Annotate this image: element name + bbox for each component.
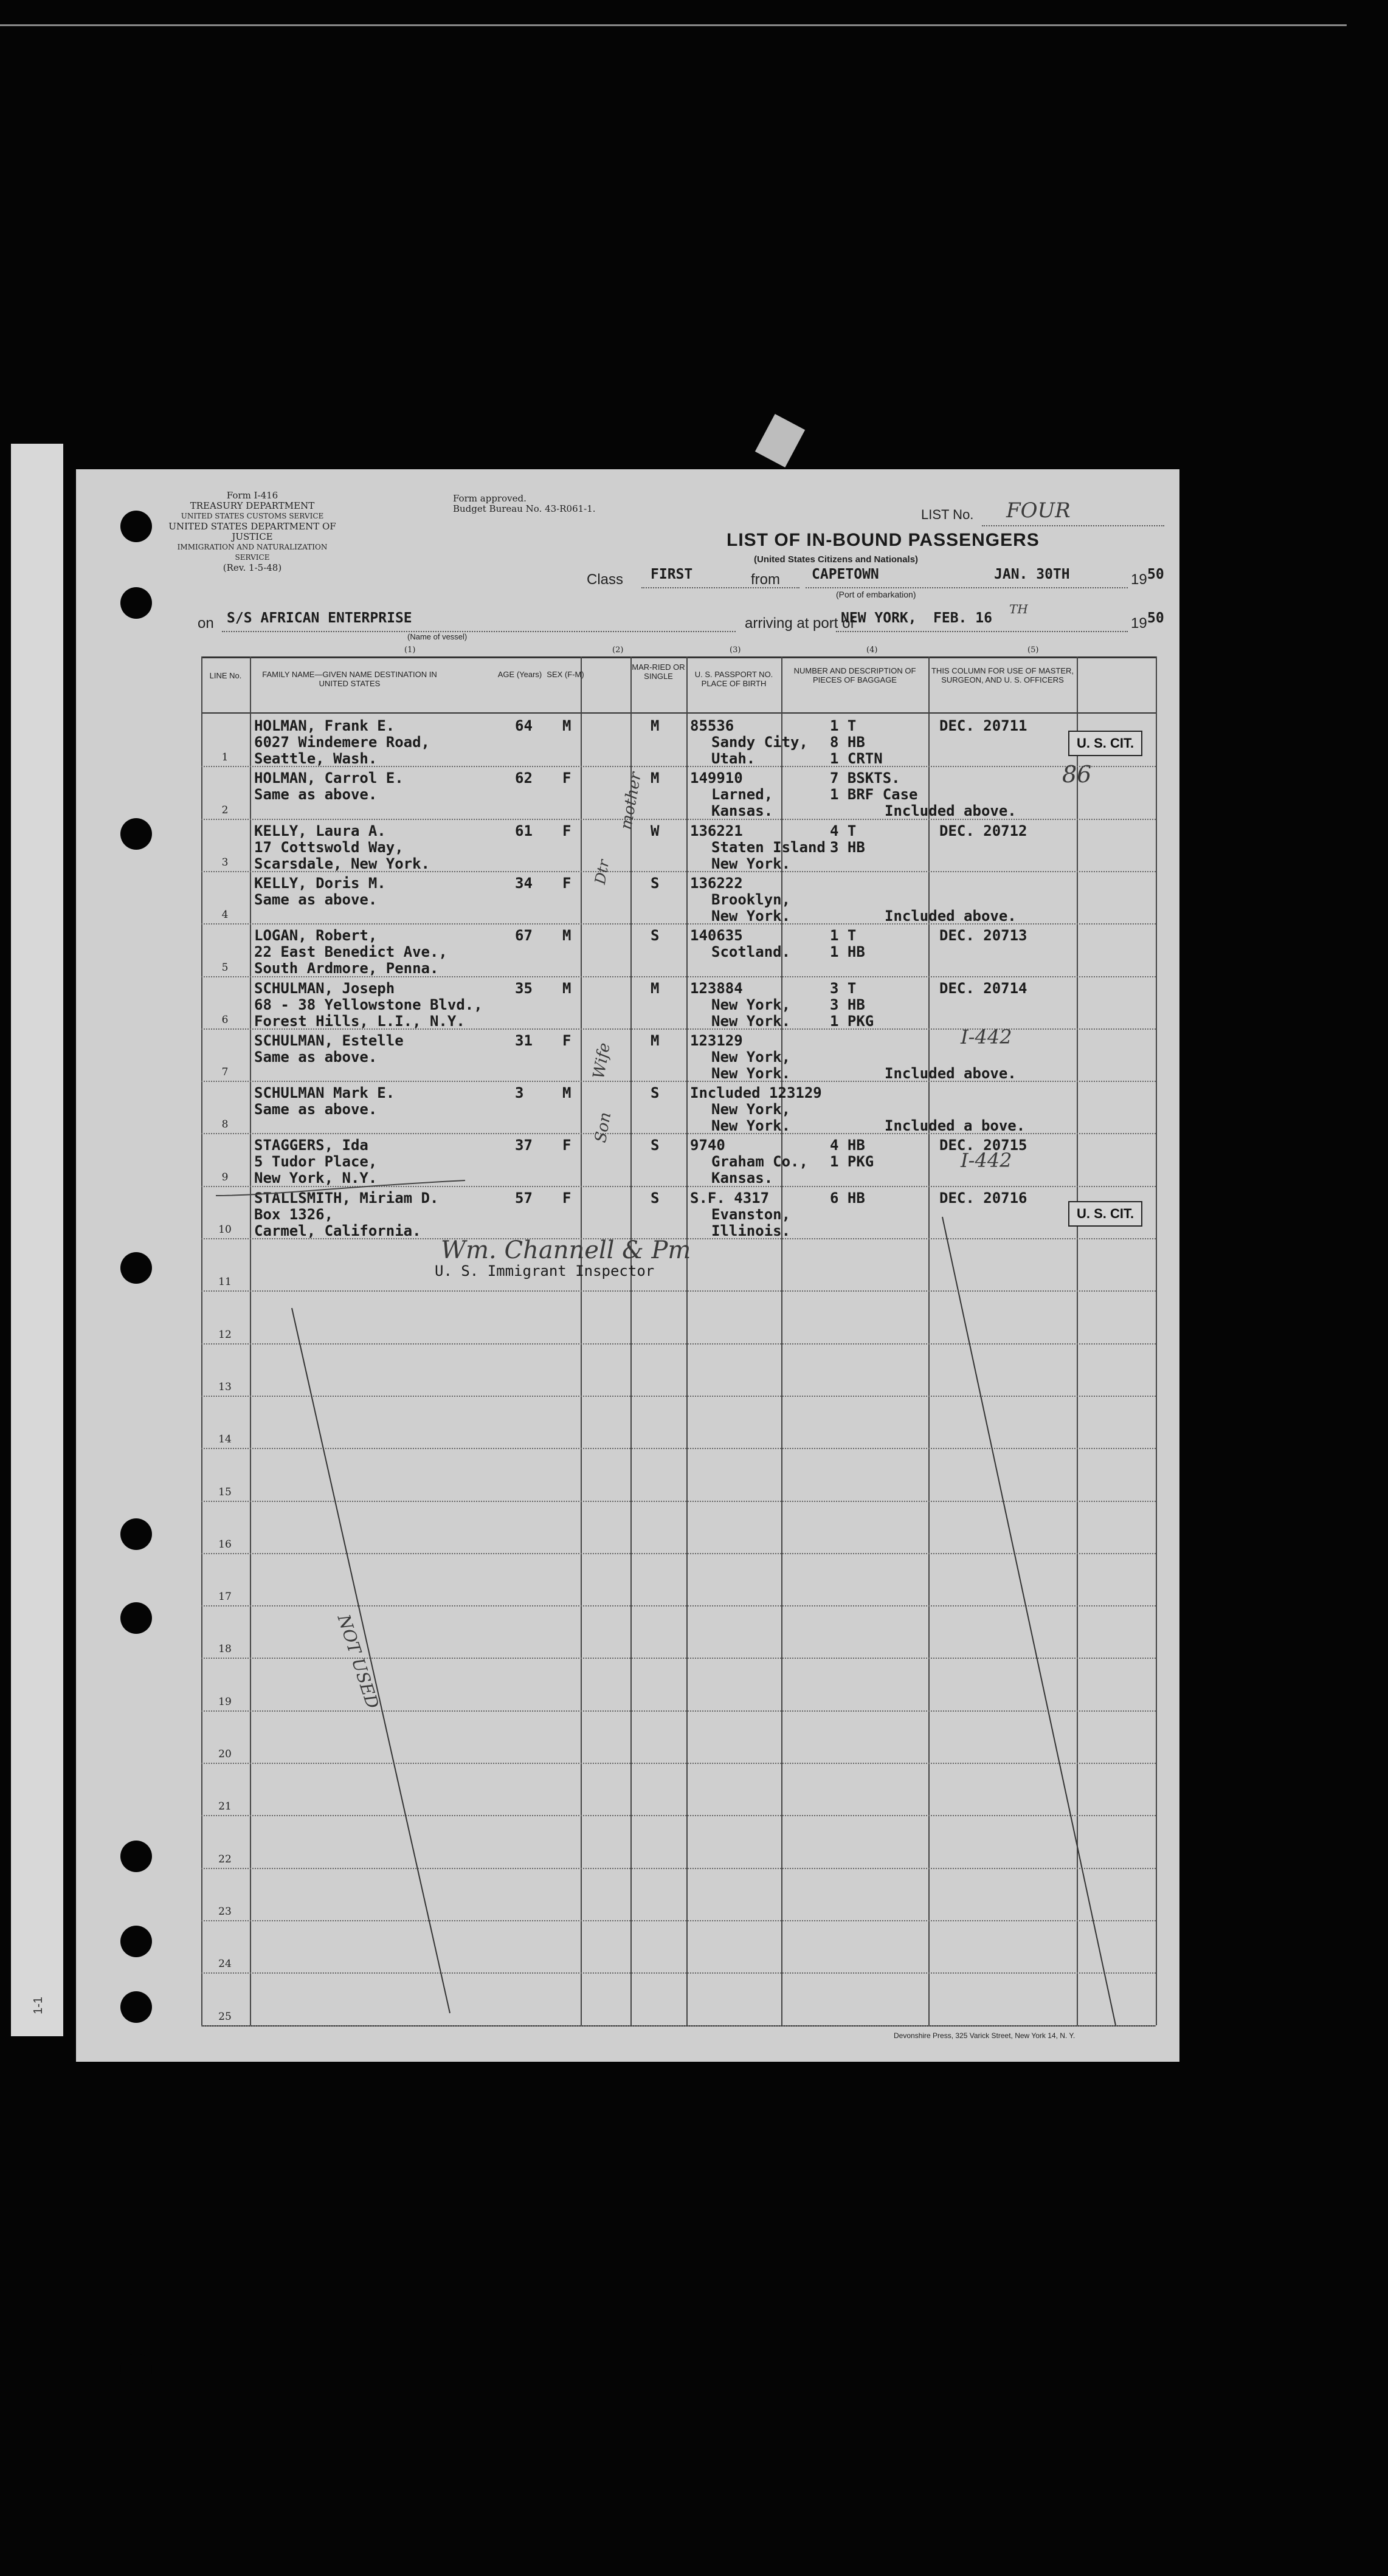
officer-note: Included above. bbox=[885, 802, 1017, 820]
officer-note: DEC. 20715 bbox=[939, 1137, 1027, 1154]
birthplace-line: Staten Island bbox=[711, 838, 826, 856]
col-number: (2) bbox=[612, 646, 624, 655]
tick-mark bbox=[216, 1180, 465, 1196]
baggage-line: 1 BRF Case bbox=[830, 786, 918, 804]
list-no-value: FOUR bbox=[1006, 498, 1071, 523]
officer-note: Included a bove. bbox=[885, 1117, 1026, 1135]
inspector-signature: Wm. Channell & Pm bbox=[441, 1236, 691, 1264]
baggage-line: 1 PKG bbox=[830, 1153, 874, 1171]
birthplace-line: New York. bbox=[711, 907, 791, 925]
birthplace-line: Sandy City, bbox=[711, 734, 808, 751]
birthplace-line: Illinois. bbox=[711, 1222, 791, 1239]
vessel-label: (Name of vessel) bbox=[407, 632, 468, 641]
marital-status: W bbox=[651, 822, 660, 839]
officer-note: DEC. 20712 bbox=[939, 822, 1027, 839]
age-value: 62 bbox=[515, 770, 533, 787]
handwritten-i442: I-442 bbox=[961, 1025, 1012, 1049]
destination-line: Box 1326, bbox=[254, 1205, 334, 1223]
line-number: 14 bbox=[218, 1433, 232, 1446]
age-value: 31 bbox=[515, 1031, 533, 1049]
marital-status: S bbox=[651, 874, 660, 892]
form-title: LIST OF IN-BOUND PASSENGERS bbox=[727, 530, 1040, 550]
birthplace-line: Kansas. bbox=[711, 802, 773, 820]
birthplace-line: New York, bbox=[711, 1101, 791, 1118]
on-label: on bbox=[198, 615, 214, 632]
strike-lines bbox=[76, 469, 1179, 2062]
destination-line: Same as above. bbox=[254, 890, 378, 908]
handwritten-86: 86 bbox=[1062, 761, 1092, 788]
port-embark-label: (Port of embarkation) bbox=[836, 590, 916, 599]
age-value: 61 bbox=[515, 822, 533, 839]
sex-value: M bbox=[562, 927, 571, 945]
vessel-name: S/S AFRICAN ENTERPRISE bbox=[227, 610, 412, 626]
age-value: 35 bbox=[515, 979, 533, 997]
passport-number: 149910 bbox=[690, 770, 743, 787]
destination-line: 5 Tudor Place, bbox=[254, 1153, 378, 1171]
punch-hole bbox=[120, 2354, 152, 2385]
birthplace-line: New York, bbox=[711, 1048, 791, 1066]
handwritten-relation: Wife bbox=[590, 1041, 614, 1081]
baggage-line: 4 HB bbox=[830, 1137, 865, 1154]
baggage-line: 4 T bbox=[830, 822, 857, 839]
baggage-line: 1 T bbox=[830, 717, 857, 734]
us-citizen-stamp: U. S. CIT. bbox=[1068, 731, 1142, 756]
col-header-baggage: NUMBER AND DESCRIPTION OF PIECES OF BAGGAGE bbox=[793, 666, 916, 684]
col-header-officers: THIS COLUMN FOR USE OF MASTER, SURGEON, AND U. S. OFFICERS bbox=[931, 666, 1074, 684]
line-number: 19 bbox=[218, 1695, 232, 1708]
sex-value: F bbox=[562, 1189, 571, 1207]
sex-value: M bbox=[562, 979, 571, 997]
budget-bureau: Budget Bureau No. 43-R061-1. bbox=[453, 503, 596, 514]
passport-number: S.F. 4317 bbox=[690, 1189, 770, 1207]
embark-date: JAN. 30TH bbox=[994, 567, 1070, 582]
sex-value: M bbox=[562, 717, 571, 734]
col-number: (1) bbox=[404, 646, 416, 655]
baggage-line: 1 PKG bbox=[830, 1012, 874, 1030]
destination-line: Carmel, California. bbox=[254, 1222, 421, 1239]
birthplace-line: Brooklyn, bbox=[711, 890, 791, 908]
passenger-name: HOLMAN, Carrol E. bbox=[254, 770, 404, 787]
destination-line: Same as above. bbox=[254, 786, 378, 804]
line-number: 2 bbox=[221, 804, 229, 816]
col-header-sex: SEX (F-M) bbox=[547, 670, 584, 679]
arrival-port: NEW YORK, bbox=[841, 610, 917, 626]
marital-status: S bbox=[651, 1137, 660, 1154]
passenger-name: STALLSMITH, Miriam D. bbox=[254, 1189, 439, 1207]
birthplace-line: Evanston, bbox=[711, 1205, 791, 1223]
birthplace-line: New York, bbox=[711, 996, 791, 1013]
marital-status: S bbox=[651, 1189, 660, 1207]
passport-number: 136222 bbox=[690, 874, 743, 892]
baggage-line: 3 HB bbox=[830, 996, 865, 1013]
baggage-line: 1 HB bbox=[830, 943, 865, 961]
baggage-line: 1 T bbox=[830, 927, 857, 945]
destination-line: 22 East Benedict Ave., bbox=[254, 943, 447, 961]
printer-footer: Devonshire Press, 325 Varick Street, New York 14, N. Y. bbox=[894, 2031, 1076, 2040]
line-number: 7 bbox=[221, 1066, 229, 1079]
sex-value: F bbox=[562, 822, 571, 839]
line-number: 18 bbox=[218, 1643, 232, 1656]
passenger-name: LOGAN, Robert, bbox=[254, 927, 378, 945]
officer-note: DEC. 20713 bbox=[939, 927, 1027, 945]
col-number: (3) bbox=[730, 646, 741, 655]
line-number: 1 bbox=[221, 751, 229, 764]
line-number: 8 bbox=[221, 1118, 229, 1131]
passenger-name: KELLY, Doris M. bbox=[254, 874, 386, 892]
customs-service: UNITED STATES CUSTOMS SERVICE bbox=[181, 512, 324, 520]
baggage-line: 3 HB bbox=[830, 838, 865, 856]
age-value: 64 bbox=[515, 717, 533, 734]
destination-line: Seattle, Wash. bbox=[254, 750, 378, 767]
line-number: 6 bbox=[221, 1013, 229, 1026]
from-label: from bbox=[751, 571, 780, 588]
passenger-name: SCHULMAN, Estelle bbox=[254, 1031, 404, 1049]
paper-tab bbox=[755, 414, 805, 467]
line-number: 24 bbox=[218, 1958, 232, 1971]
marital-status: M bbox=[651, 770, 660, 787]
birthplace-line: New York. bbox=[711, 1064, 791, 1082]
line-number: 16 bbox=[218, 1538, 232, 1551]
sex-value: F bbox=[562, 1137, 571, 1154]
baggage-line: 3 T bbox=[830, 979, 857, 997]
ins-service: IMMIGRATION AND NATURALIZATION SERVICE bbox=[177, 543, 328, 562]
marital-status: S bbox=[651, 927, 660, 945]
passport-number: 123884 bbox=[690, 979, 743, 997]
birthplace-line: Utah. bbox=[711, 750, 756, 767]
not-used-note: NOT USED bbox=[333, 1612, 383, 1712]
col-header-name: FAMILY NAME—GIVEN NAME DESTINATION IN UNITED STATES bbox=[262, 670, 437, 688]
arrival-year: 50 bbox=[1147, 610, 1164, 626]
class-label: Class bbox=[587, 571, 624, 588]
destination-line: Same as above. bbox=[254, 1048, 378, 1066]
birthplace-line: Larned, bbox=[711, 786, 773, 804]
passport-number: 136221 bbox=[690, 822, 743, 839]
line-number: 5 bbox=[221, 961, 229, 974]
col-header-age: AGE (Years) bbox=[497, 670, 542, 679]
col-header-line-no: LINE No. bbox=[209, 671, 242, 680]
destination-line: New York, N.Y. bbox=[254, 1169, 378, 1187]
age-value: 3 bbox=[515, 1084, 524, 1102]
us-citizen-stamp: U. S. CIT. bbox=[1068, 1201, 1142, 1227]
passenger-manifest-page bbox=[76, 469, 1179, 2062]
form-revision: (Rev. 1-5-48) bbox=[223, 562, 282, 573]
marital-status: S bbox=[651, 1084, 660, 1102]
strip-label: 1-1 bbox=[32, 1997, 45, 2014]
birthplace-line: Kansas. bbox=[711, 1169, 773, 1187]
officer-note: DEC. 20716 bbox=[939, 1189, 1027, 1207]
passenger-name: KELLY, Laura A. bbox=[254, 822, 386, 839]
col-header-passport: U. S. PASSPORT NO. PLACE OF BIRTH bbox=[694, 670, 773, 688]
line-number: 10 bbox=[218, 1224, 232, 1236]
line-number: 17 bbox=[218, 1591, 232, 1603]
destination-line: Scarsdale, New York. bbox=[254, 855, 430, 872]
col-number: (4) bbox=[866, 646, 878, 655]
age-value: 34 bbox=[515, 874, 533, 892]
line-number: 22 bbox=[218, 1853, 232, 1865]
not-used-strike-right bbox=[942, 1217, 1116, 2025]
passport-number: Included 123129 bbox=[690, 1084, 822, 1102]
not-used-strike-left bbox=[292, 1308, 450, 2013]
sex-value: F bbox=[562, 770, 571, 787]
arrival-date: FEB. 16 bbox=[933, 610, 992, 626]
arrival-date-sup: TH bbox=[1009, 602, 1028, 616]
year-prefix: 19 bbox=[1131, 571, 1147, 588]
officer-note: DEC. 20711 bbox=[939, 717, 1027, 734]
line-number: 4 bbox=[221, 909, 229, 921]
line-number: 9 bbox=[221, 1171, 229, 1183]
destination-line: Forest Hills, L.I., N.Y. bbox=[254, 1012, 465, 1030]
passport-number: 140635 bbox=[690, 927, 743, 945]
birthplace-line: New York. bbox=[711, 855, 791, 872]
birthplace-line: New York. bbox=[711, 1012, 791, 1030]
sex-value: F bbox=[562, 1031, 571, 1049]
age-value: 57 bbox=[515, 1189, 533, 1207]
treasury-dept: TREASURY DEPARTMENT bbox=[190, 500, 315, 511]
baggage-line: 1 CRTN bbox=[830, 750, 883, 767]
handwritten-relation: mother bbox=[617, 771, 646, 832]
passenger-name: SCHULMAN Mark E. bbox=[254, 1084, 395, 1102]
line-number: 13 bbox=[218, 1380, 232, 1393]
officer-note: DEC. 20714 bbox=[939, 979, 1027, 997]
sex-value: M bbox=[562, 1084, 571, 1102]
age-value: 37 bbox=[515, 1137, 533, 1154]
sex-value: F bbox=[562, 874, 571, 892]
arriving-label: arriving at port of bbox=[745, 615, 855, 632]
scan-top-rule bbox=[0, 24, 1347, 26]
form-subtitle: (United States Citizens and Nationals) bbox=[754, 554, 919, 565]
passport-number: 9740 bbox=[690, 1137, 725, 1154]
baggage-line: 6 HB bbox=[830, 1189, 865, 1207]
destination-line: Same as above. bbox=[254, 1101, 378, 1118]
passport-number: 85536 bbox=[690, 717, 734, 734]
birthplace-line: Scotland. bbox=[711, 943, 791, 961]
col-header-married: MAR-RIED OR SINGLE bbox=[632, 663, 685, 681]
line-number: 15 bbox=[218, 1486, 232, 1498]
form-number: Form I-416 bbox=[226, 490, 278, 501]
baggage-line: 8 HB bbox=[830, 734, 865, 751]
form-approved: Form approved. bbox=[453, 493, 527, 504]
arrival-year-prefix: 19 bbox=[1131, 615, 1147, 632]
handwritten-relation: Son bbox=[592, 1111, 615, 1145]
inspector-title: U. S. Immigrant Inspector bbox=[435, 1262, 655, 1279]
marital-status: M bbox=[651, 1031, 660, 1049]
list-no-label: LIST No. bbox=[921, 507, 974, 522]
passenger-name: SCHULMAN, Joseph bbox=[254, 979, 395, 997]
destination-line: 68 - 38 Yellowstone Blvd., bbox=[254, 996, 483, 1013]
class-value: FIRST bbox=[651, 567, 693, 582]
line-number: 3 bbox=[221, 856, 229, 869]
marital-status: M bbox=[651, 717, 660, 734]
passport-number: 123129 bbox=[690, 1031, 743, 1049]
from-value: CAPETOWN bbox=[812, 567, 879, 582]
adjacent-page-edge bbox=[11, 444, 63, 2036]
officer-note: Included above. bbox=[885, 1064, 1017, 1082]
line-number: 23 bbox=[218, 1905, 232, 1918]
destination-line: 17 Cottswold Way, bbox=[254, 838, 404, 856]
line-number: 21 bbox=[218, 1800, 232, 1813]
birthplace-line: Graham Co., bbox=[711, 1153, 808, 1171]
col-number: (5) bbox=[1027, 646, 1039, 655]
baggage-line: 7 BSKTS. bbox=[830, 770, 900, 787]
birthplace-line: New York. bbox=[711, 1117, 791, 1135]
embark-year: 50 bbox=[1147, 567, 1164, 582]
age-value: 67 bbox=[515, 927, 533, 945]
marital-status: M bbox=[651, 979, 660, 997]
officer-note: Included above. bbox=[885, 907, 1017, 925]
line-number: 12 bbox=[218, 1328, 232, 1341]
line-number: 11 bbox=[218, 1276, 232, 1289]
line-number: 20 bbox=[218, 1748, 232, 1760]
justice-dept: UNITED STATES DEPARTMENT OF JUSTICE bbox=[168, 521, 336, 542]
destination-line: 6027 Windemere Road, bbox=[254, 734, 430, 751]
passenger-name: STAGGERS, Ida bbox=[254, 1137, 368, 1154]
destination-line: South Ardmore, Penna. bbox=[254, 960, 439, 977]
handwritten-i442: I-442 bbox=[961, 1149, 1012, 1172]
line-number: 25 bbox=[218, 2010, 232, 2023]
passenger-name: HOLMAN, Frank E. bbox=[254, 717, 395, 734]
handwritten-relation: Dtr bbox=[592, 858, 613, 886]
